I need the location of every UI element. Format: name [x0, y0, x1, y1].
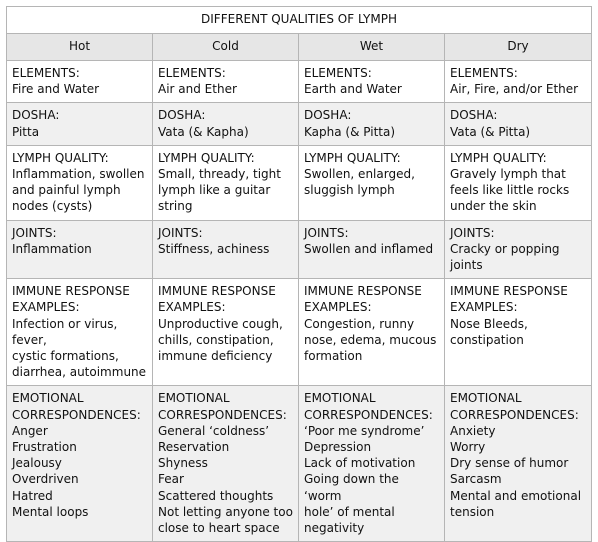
- cell-value-line: chills, constipation,: [158, 332, 274, 347]
- cell-value-line: Fear: [158, 472, 184, 487]
- cell-label: IMMUNE RESPONSE EXAMPLES:: [450, 284, 568, 315]
- table-cell-dry: [445, 61, 592, 103]
- cell-label: LYMPH QUALITY:: [304, 150, 401, 165]
- cell-value-line: Dry sense of humor: [450, 456, 569, 471]
- table-row: [7, 220, 592, 279]
- cell-value-line: formation: [304, 349, 363, 364]
- cell-value-line: hole’ of mental: [304, 504, 395, 519]
- cell-value-line: Fire and Water: [12, 82, 100, 97]
- cell-value-line: Kapha (& Pitta): [304, 124, 396, 139]
- cell-value-line: Hatred: [12, 488, 53, 503]
- table-cell-hot: [7, 279, 153, 386]
- cell-value-line: Inflammation, swollen: [12, 167, 145, 182]
- table-cell-cold: [153, 386, 299, 542]
- table-cell-wet: [299, 220, 445, 279]
- table-cell-hot: [7, 61, 153, 103]
- table-cell-dry: [445, 279, 592, 386]
- cell-value-line: Cracky or popping: [450, 241, 560, 256]
- cell-value-line: close to heart space: [158, 521, 280, 536]
- lymph-qualities-document: [6, 6, 592, 542]
- cell-label: IMMUNE RESPONSE EXAMPLES:: [304, 284, 422, 315]
- cell-value-line: Infection or virus, fever,: [12, 316, 118, 347]
- table-cell-wet: [299, 145, 445, 220]
- cell-value-line: feels like little rocks: [450, 183, 570, 198]
- table-body: [7, 61, 592, 542]
- cell-value-line: Swollen and inflamed: [304, 241, 434, 256]
- cell-value-line: Overdriven: [12, 472, 79, 487]
- cell-value-line: Sarcasm: [450, 472, 502, 487]
- cell-value-line: Anxiety: [450, 423, 496, 438]
- table-cell-hot: [7, 103, 153, 145]
- table-cell-cold: [153, 61, 299, 103]
- table-cell-wet: [299, 279, 445, 386]
- cell-value-line: Unproductive cough,: [158, 316, 283, 331]
- table-cell-cold: [153, 220, 299, 279]
- cell-label: JOINTS:: [450, 225, 495, 240]
- cell-value-line: Nose Bleeds,: [450, 316, 528, 331]
- cell-label: ELEMENTS:: [450, 66, 518, 80]
- cell-value-line: joints: [450, 258, 483, 273]
- cell-value-line: Worry: [450, 440, 486, 455]
- cell-value-line: Small, thready, tight: [158, 167, 281, 182]
- cell-label: LYMPH QUALITY:: [12, 150, 109, 165]
- cell-label: LYMPH QUALITY:: [158, 150, 255, 165]
- cell-label: ELEMENTS:: [304, 66, 372, 80]
- table-cell-dry: [445, 386, 592, 542]
- column-header-cold: Cold: [153, 34, 299, 61]
- cell-label: DOSHA:: [304, 108, 352, 123]
- table-cell-cold: [153, 103, 299, 145]
- cell-value-line: sluggish lymph: [304, 183, 395, 198]
- cell-value-line: Pitta: [12, 124, 40, 139]
- table-row: [7, 279, 592, 386]
- cell-value-line: constipation: [450, 332, 524, 347]
- cell-label: EMOTIONAL CORRESPONDENCES:: [12, 391, 141, 422]
- cell-value-line: Going down the ‘worm: [304, 472, 399, 503]
- cell-value-line: Gravely lymph that: [450, 167, 566, 182]
- cell-value-line: Shyness: [158, 456, 208, 471]
- cell-value-line: Depression: [304, 440, 372, 455]
- cell-value-line: ‘Poor me syndrome’: [304, 423, 425, 438]
- cell-value-line: Earth and Water: [304, 82, 402, 97]
- cell-value-line: immune deficiency: [158, 349, 273, 364]
- lymph-qualities-table: [6, 6, 592, 542]
- table-cell-dry: [445, 220, 592, 279]
- table-row: [7, 386, 592, 542]
- cell-value-line: lymph like a guitar: [158, 183, 271, 198]
- cell-value-line: negativity: [304, 521, 365, 536]
- cell-value-line: cystic formations,: [12, 349, 119, 364]
- table-cell-wet: [299, 61, 445, 103]
- cell-value-line: Lack of motivation: [304, 456, 416, 471]
- cell-value-line: under the skin: [450, 199, 537, 214]
- cell-label: EMOTIONAL CORRESPONDENCES:: [450, 391, 579, 422]
- cell-value-line: Air, Fire, and/or Ether: [450, 82, 579, 97]
- table-title: DIFFERENT QUALITIES OF LYMPH: [7, 7, 592, 34]
- cell-value-line: diarrhea, autoimmune: [12, 365, 147, 380]
- cell-label: EMOTIONAL CORRESPONDENCES:: [158, 391, 287, 422]
- cell-value-line: Mental and emotional: [450, 488, 582, 503]
- cell-label: JOINTS:: [158, 225, 203, 240]
- table-cell-wet: [299, 103, 445, 145]
- cell-label: DOSHA:: [158, 108, 206, 123]
- column-header-row: [7, 34, 592, 61]
- cell-label: ELEMENTS:: [12, 66, 80, 80]
- cell-value-line: Not letting anyone too: [158, 504, 293, 519]
- column-header-dry: Dry: [445, 34, 592, 61]
- cell-value-line: Mental loops: [12, 504, 89, 519]
- cell-value-line: nodes (cysts): [12, 199, 93, 214]
- cell-value-line: Inflammation: [12, 241, 92, 256]
- cell-value-line: Congestion, runny: [304, 316, 415, 331]
- table-row: [7, 103, 592, 145]
- table-cell-dry: [445, 103, 592, 145]
- cell-value-line: string: [158, 199, 193, 214]
- cell-value-line: Jealousy: [12, 456, 62, 471]
- cell-value-line: Vata (& Pitta): [450, 124, 531, 139]
- table-cell-hot: [7, 386, 153, 542]
- cell-label: DOSHA:: [450, 108, 498, 123]
- table-cell-cold: [153, 145, 299, 220]
- table-row: [7, 61, 592, 103]
- table-cell-cold: [153, 279, 299, 386]
- table-row: [7, 145, 592, 220]
- cell-label: LYMPH QUALITY:: [450, 150, 547, 165]
- cell-label: ELEMENTS:: [158, 66, 226, 80]
- cell-value-line: Anger: [12, 423, 48, 438]
- table-cell-wet: [299, 386, 445, 542]
- cell-label: EMOTIONAL CORRESPONDENCES:: [304, 391, 433, 422]
- cell-value-line: Air and Ether: [158, 82, 237, 97]
- cell-value-line: Stiffness, achiness: [158, 241, 270, 256]
- column-header-hot: Hot: [7, 34, 153, 61]
- cell-label: IMMUNE RESPONSE EXAMPLES:: [158, 284, 276, 315]
- cell-value-line: Vata (& Kapha): [158, 124, 249, 139]
- cell-label: JOINTS:: [12, 225, 57, 240]
- cell-value-line: nose, edema, mucous: [304, 332, 437, 347]
- cell-value-line: tension: [450, 504, 495, 519]
- cell-value-line: Swollen, enlarged,: [304, 167, 415, 182]
- cell-label: IMMUNE RESPONSE EXAMPLES:: [12, 284, 130, 315]
- cell-value-line: and painful lymph: [12, 183, 121, 198]
- table-cell-hot: [7, 220, 153, 279]
- column-header-wet: Wet: [299, 34, 445, 61]
- cell-value-line: General ‘coldness’: [158, 423, 270, 438]
- cell-value-line: Frustration: [12, 440, 77, 455]
- table-cell-hot: [7, 145, 153, 220]
- table-cell-dry: [445, 145, 592, 220]
- cell-value-line: Scattered thoughts: [158, 488, 274, 503]
- cell-label: JOINTS:: [304, 225, 349, 240]
- cell-label: DOSHA:: [12, 108, 60, 123]
- cell-value-line: Reservation: [158, 440, 230, 455]
